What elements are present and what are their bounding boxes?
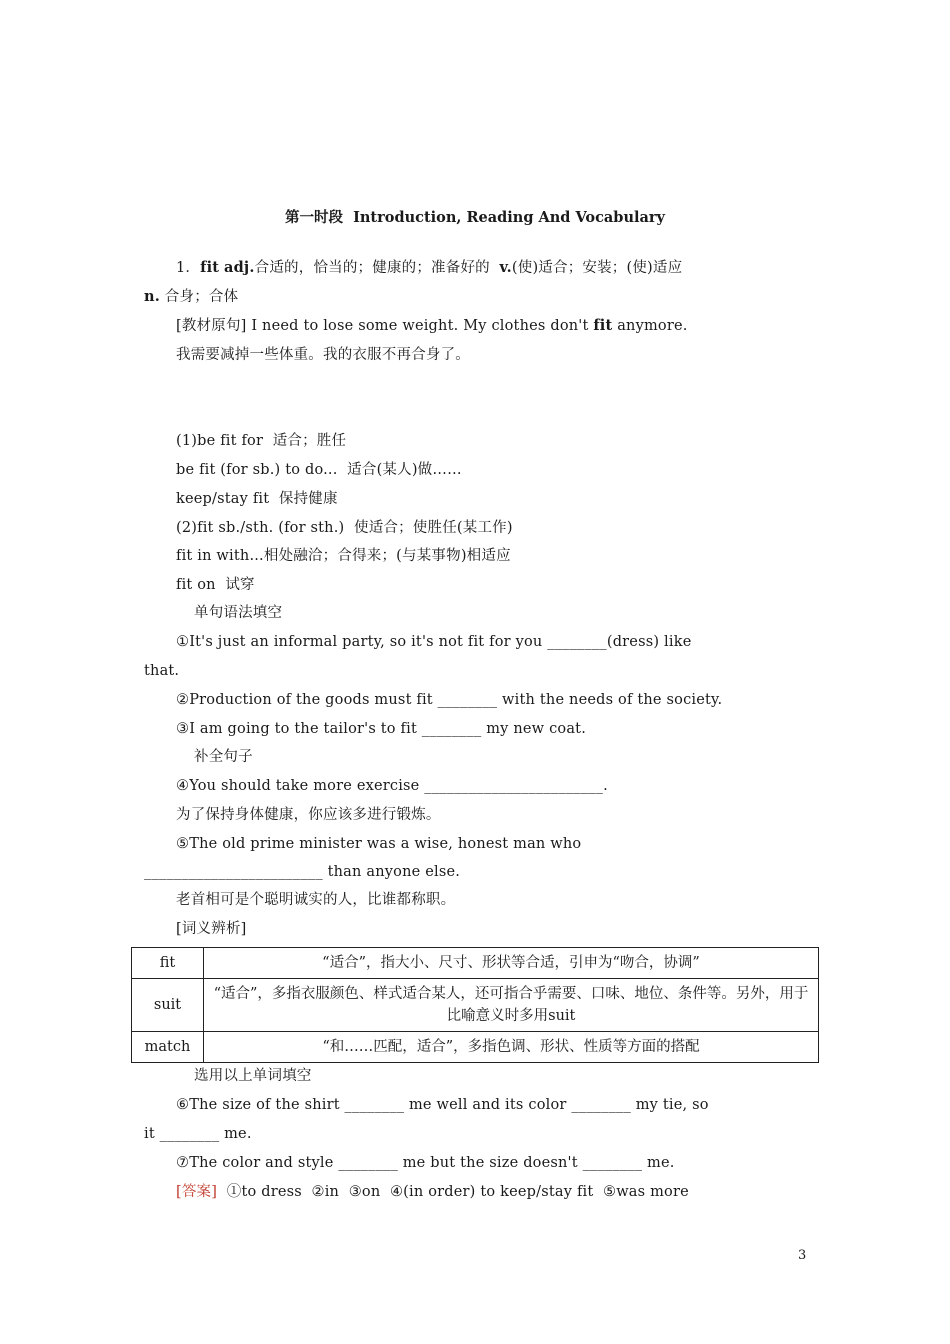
phrase-item: (1)be fit for 适合；胜任 [176,433,347,449]
entry-def-adj: 合适的，恰当的；健康的；准备好的 [254,260,500,276]
question-6-cont: it ________ me. [144,1126,252,1142]
phrase-item: fit in with...相处融洽；合得来；(与某事物)相适应 [176,548,511,564]
source-keyword: fit [593,317,613,334]
entry-line-2 [144,287,238,307]
page-number: 3 [798,1248,807,1263]
phrase-item: be fit (for sb.) to do... 适合(某人)做…… [176,462,462,478]
section-analysis-heading: [词义辨析] [176,921,247,937]
table-row [132,948,819,979]
word-comparison-table [131,947,819,1063]
source-text-pre: I need to lose some weight. My clothes don't [246,318,594,334]
table-row [132,979,819,1032]
question-1-cont: that. [144,663,180,679]
section-fill-heading: 单句语法填空 [194,605,283,621]
question-5-translation: 老首相可是个聪明诚实的人，比谁都称职。 [176,892,456,908]
table-description: “适合”，多指衣服颜色、样式适合某人，还可指合乎需要、口味、地位、条件等。另外，用于比喻意义时多用suit [204,979,819,1032]
table-word: suit [132,979,204,1032]
source-translation: 我需要减掉一些体重。我的衣服不再合身了。 [176,347,470,363]
source-text-post: anymore. [612,318,688,334]
question-1: ①It's just an informal party, so it's not fit for you ________(dress) like [176,634,692,650]
question-6: ⑥The size of the shirt ________ me well and its color ________ my tie, so [176,1097,709,1113]
phrase-item: (2)fit sb./sth. (for sth.) 使适合；使胜任(某工作) [176,520,513,536]
table-description: “和……匹配，适合”，多指色调、形状、性质等方面的搭配 [204,1032,819,1063]
question-4: ④You should take more exercise ________________________. [176,778,608,794]
entry-pos-verb: v. [499,259,512,276]
question-2: ②Production of the goods must fit ________ with the needs of the society. [176,692,723,708]
entry-pos-noun: n. [144,288,160,305]
source-sentence [176,316,688,336]
table-word: fit [132,948,204,979]
question-7: ⑦The color and style ________ me but the size doesn't ________ me. [176,1155,675,1171]
section-complete-heading: 补全句子 [194,749,253,765]
table-row [132,1032,819,1063]
question-5-cont: ________________________ than anyone else. [144,864,461,880]
entry-word: fit [200,259,220,276]
table-word: match [132,1032,204,1063]
question-3: ③I am going to the tailor's to fit ________ my new coat. [176,721,587,737]
entry-line-1 [176,258,682,278]
answer-label: [答案] [176,1184,218,1200]
entry-def-noun: 合身；合体 [160,289,239,305]
phrase-item: keep/stay fit 保持健康 [176,491,338,507]
phrase-item: fit on 试穿 [176,577,255,593]
question-4-translation: 为了保持身体健康，你应该多进行锻炼。 [176,807,441,823]
entry-def-verb: (使)适合；安装；(使)适应 [511,260,683,276]
entry-number: 1． [176,260,201,276]
table-description: “适合”，指大小、尺寸、形状等合适，引申为“吻合，协调” [204,948,819,979]
question-5: ⑤The old prime minister was a wise, honest man who [176,836,582,852]
section-choose-heading: 选用以上单词填空 [194,1068,312,1084]
entry-pos-adj: adj. [224,259,255,276]
answer-text: ①to dress ②in ③on ④(in order) to keep/stay fit ⑤was more [217,1184,689,1200]
answer-line [176,1182,689,1202]
page-title: 第一时段 Introduction, Reading And Vocabulary [285,209,665,226]
source-label: [教材原句] [176,318,247,334]
